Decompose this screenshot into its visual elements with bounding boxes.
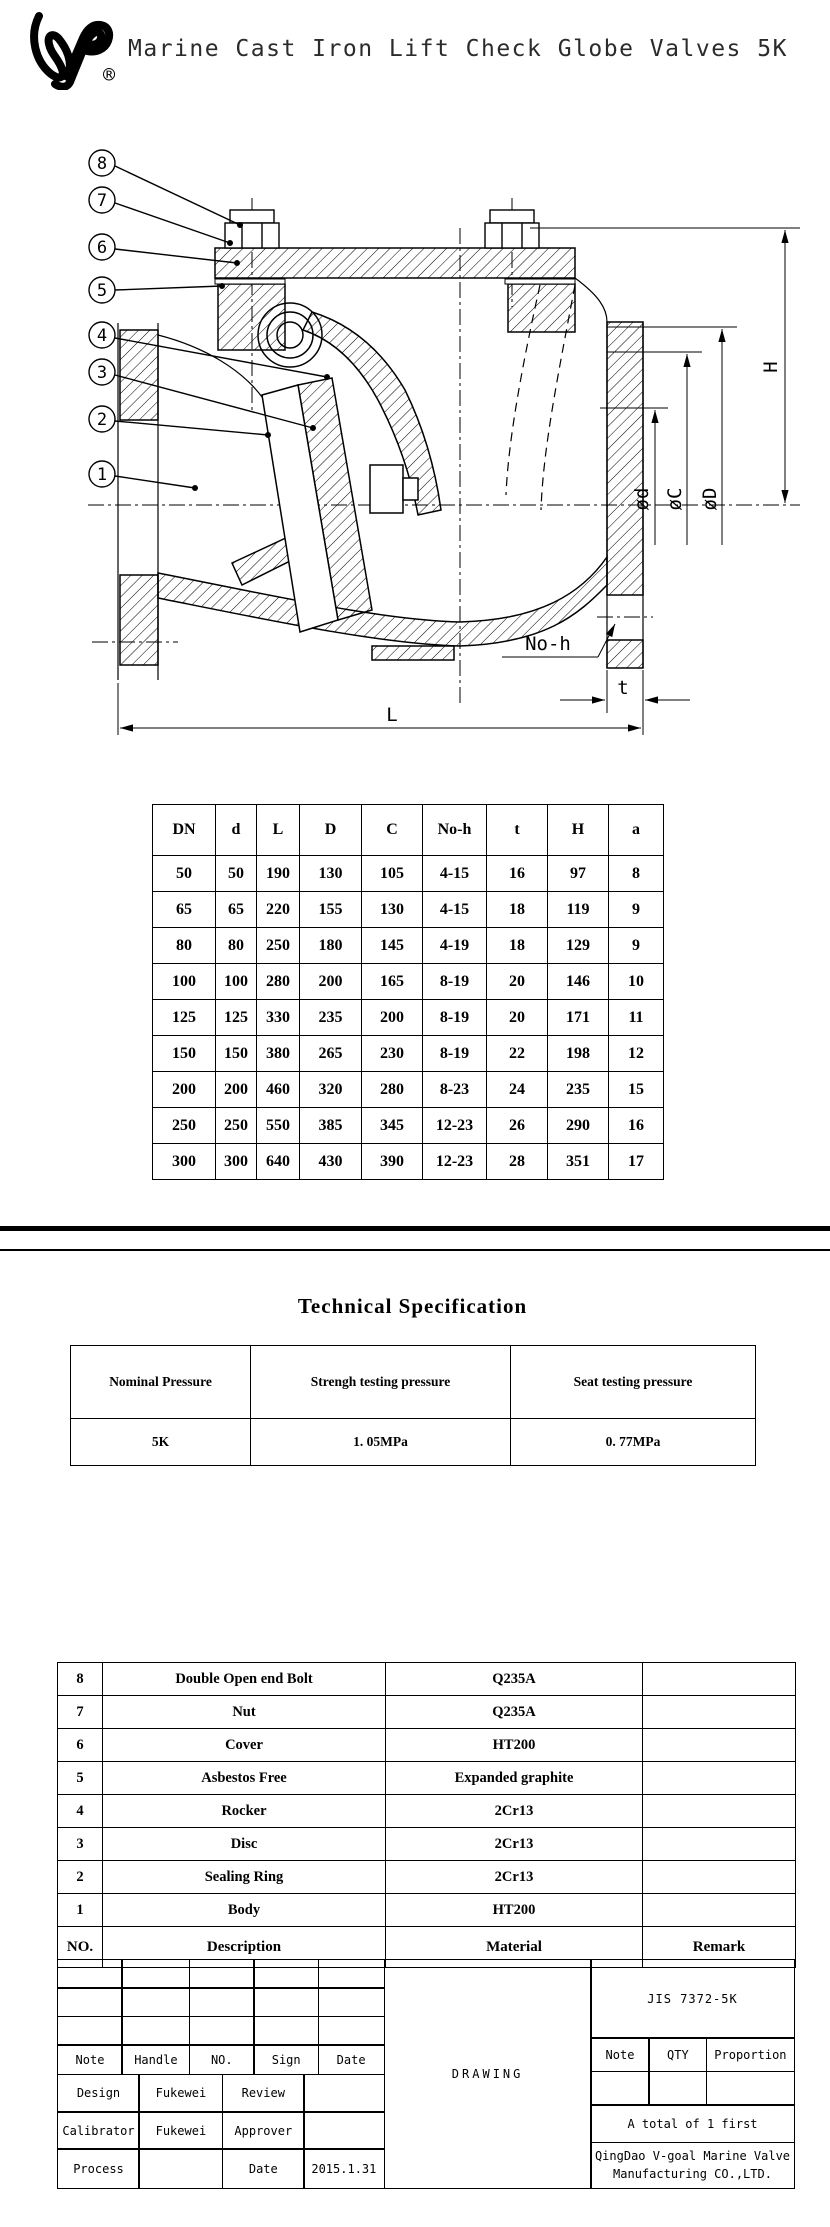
parts-row: 4 Rocker 2Cr13 <box>58 1795 796 1828</box>
callout-numbers <box>97 154 107 485</box>
parts-row: 6 Cover HT200 <box>58 1729 796 1762</box>
registered-mark: ® <box>103 63 116 87</box>
parts-row: 8 Double Open end Bolt Q235A <box>58 1663 796 1696</box>
spec-table-values: 5K 1. 05MPa 0. 77MPa <box>71 1419 756 1466</box>
tb-review-label: Review <box>222 2074 305 2113</box>
dim-od-label: ød <box>631 487 653 511</box>
parts-row: 5 Asbestos Free Expanded graphite <box>58 1762 796 1795</box>
dim-H-label: H <box>760 361 782 373</box>
nut-left <box>225 223 279 248</box>
parts-table-header-row: NO. Description Material Remark <box>58 1927 796 1968</box>
inlet-flange-upper <box>120 330 158 420</box>
gasket <box>215 279 575 284</box>
disc-nut <box>370 465 403 513</box>
sheet-total-note: A total of 1 first <box>590 2104 795 2143</box>
valve-section-drawing <box>0 95 830 760</box>
spec-table-header: Nominal Pressure Strengh testing pressure Seat testing pressure <box>71 1346 756 1419</box>
parts-row: 1 Body HT200 <box>58 1894 796 1927</box>
svg-text:7: 7 <box>96 191 108 211</box>
svg-text:1: 1 <box>96 465 108 485</box>
disc-bolt-end <box>403 478 418 500</box>
tb-process-name <box>138 2148 223 2189</box>
tb-proportion-header: Proportion <box>706 2037 795 2072</box>
tb-design-label: Design <box>57 2074 140 2113</box>
svg-text:2: 2 <box>96 410 108 430</box>
tb-no-header: NO. <box>189 2044 255 2075</box>
dim-t-label: t <box>617 677 629 699</box>
table-row: 200 200 460 320 280 8-23 24 235 15 <box>153 1072 664 1108</box>
svg-text:5: 5 <box>96 281 108 301</box>
bolt-cap-right <box>490 210 534 223</box>
page-title: Marine Cast Iron Lift Check Globe Valves 5K <box>128 36 788 62</box>
callout-2 <box>89 406 270 437</box>
cover-section <box>215 248 575 278</box>
spec-table <box>70 1345 756 1466</box>
outlet-flange-lower <box>607 640 643 668</box>
company-name <box>590 2142 795 2189</box>
valve-body-section <box>120 248 643 668</box>
rocker-pivot <box>258 303 322 367</box>
company-line-1: QingDao V-goal Marine Valve <box>594 2149 791 2164</box>
table-row: 300 300 640 430 390 12-23 28 351 17 <box>153 1144 664 1180</box>
parts-row: 2 Sealing Ring 2Cr13 <box>58 1861 796 1894</box>
dim-L-label: L <box>386 704 398 726</box>
table-row: 150 150 380 265 230 8-19 22 198 12 <box>153 1036 664 1072</box>
tb-date-value: 2015.1.31 <box>303 2148 384 2189</box>
table-row: 125 125 330 235 200 8-19 20 171 11 <box>153 1000 664 1036</box>
tb-calibrator-name: Fukewei <box>138 2111 223 2150</box>
noh-label: No-h <box>525 633 571 655</box>
callout-5 <box>89 277 224 303</box>
tb-qty-header: QTY <box>648 2037 707 2072</box>
dim-oD-label: øD <box>699 487 721 511</box>
svg-text:3: 3 <box>96 363 108 383</box>
title-block <box>57 1959 795 2189</box>
inlet-flange-lower <box>120 575 158 665</box>
tb-calibrator-label: Calibrator <box>57 2111 140 2150</box>
svg-text:4: 4 <box>96 326 108 346</box>
tb-process-label: Process <box>57 2148 140 2189</box>
bonnet-flange-right <box>508 284 575 332</box>
nut-right <box>485 223 539 248</box>
table-row: 100 100 280 200 165 8-19 20 146 10 <box>153 964 664 1000</box>
svg-text:8: 8 <box>96 154 108 174</box>
svg-text:6: 6 <box>96 238 108 258</box>
tb-note-header: Note <box>57 2044 123 2075</box>
tb-sign-header: Sign <box>253 2044 319 2075</box>
tb-handle-header: Handle <box>121 2044 190 2075</box>
table-row: 250 250 550 385 345 12-23 26 290 16 <box>153 1108 664 1144</box>
vgoal-logo-icon <box>25 6 125 90</box>
dimension-labels <box>386 361 782 726</box>
spec-section-title: Technical Specification <box>297 1294 528 1318</box>
section-divider-thin <box>0 1249 830 1251</box>
table-row: 65 65 220 155 130 4-15 18 119 9 <box>153 892 664 928</box>
dim-oC-label: øC <box>664 487 686 511</box>
dimension-table-header: DN d L D C No-h t H a <box>153 805 664 856</box>
tb-right-note-header: Note <box>590 2037 650 2072</box>
parts-row: 7 Nut Q235A <box>58 1696 796 1729</box>
tb-date-label: Date <box>222 2148 305 2189</box>
bolt-cap-left <box>230 210 274 223</box>
dimension-table <box>152 804 664 1180</box>
standard-number: JIS 7372-5K <box>590 1959 795 2039</box>
drawing-title: DRAWING <box>384 1959 592 2189</box>
company-line-2: Manufacturing CO.,LTD. <box>613 2167 772 2182</box>
tb-design-name: Fukewei <box>138 2074 223 2113</box>
body-foot <box>372 646 454 660</box>
parts-row: 3 Disc 2Cr13 <box>58 1828 796 1861</box>
cover-bolts <box>225 210 539 248</box>
table-row: 80 80 250 180 145 4-19 18 129 9 <box>153 928 664 964</box>
section-divider-thick <box>0 1226 830 1231</box>
callout-8 <box>89 150 242 227</box>
tb-approver-label: Approver <box>222 2111 305 2150</box>
tb-date-header: Date <box>318 2044 385 2075</box>
parts-table <box>57 1662 796 1968</box>
tb-approver-value <box>303 2111 384 2150</box>
outlet-flange-upper <box>607 322 643 595</box>
tb-review-value <box>303 2074 384 2113</box>
table-row: 50 50 190 130 105 4-15 16 97 8 <box>153 856 664 892</box>
